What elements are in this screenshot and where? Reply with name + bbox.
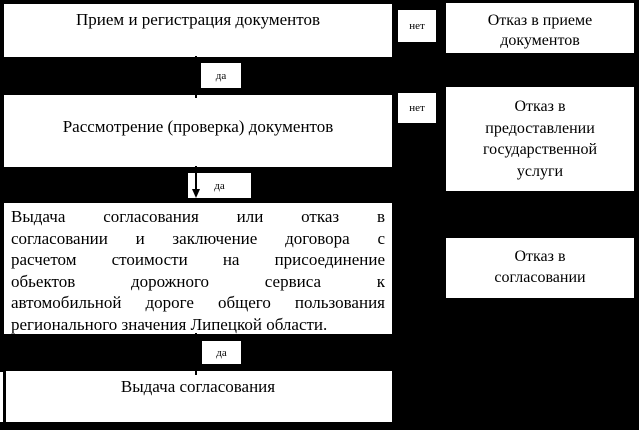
flow-step-issue-label: Выдача согласования xyxy=(120,377,276,396)
outcome-line: Отказ в xyxy=(514,248,566,265)
decision-line: Выдача согласования или отказ в xyxy=(11,207,385,226)
outcome-line: Отказ в приеме xyxy=(487,12,593,29)
arrow-down-icon xyxy=(192,189,200,198)
decision-line: автомобильной дороге общего пользования xyxy=(11,293,385,312)
outcome-line: документов xyxy=(500,32,580,49)
flow-step-decision xyxy=(4,203,392,334)
decision-line: расчетом стоимости на присоединение xyxy=(11,250,385,269)
outcome-reject-approval xyxy=(446,238,634,298)
connector-label-yes-1 xyxy=(201,63,241,88)
connector-label-yes-3 xyxy=(202,341,241,364)
outcome-line: согласовании xyxy=(494,269,586,286)
yes-label: да xyxy=(215,69,227,82)
outcome-reject-service xyxy=(446,87,634,191)
flow-step-review xyxy=(4,95,392,167)
no-label: нет xyxy=(409,20,425,32)
flow-step-issue xyxy=(4,371,392,422)
connector-line-3 xyxy=(195,333,197,375)
yes-label: да xyxy=(216,346,227,359)
flow-step-reception-label: Прием и регистрация документов xyxy=(76,10,320,29)
decision-line: согласовании и заключение договора с xyxy=(11,228,385,248)
outcome-line: услуги xyxy=(516,162,564,180)
outcome-line: государственной xyxy=(482,141,598,158)
connector-line-2 xyxy=(195,166,197,190)
outcome-reject-reception xyxy=(446,3,634,53)
yes-label: да xyxy=(214,179,225,192)
no-label: нет xyxy=(409,102,425,114)
flow-step-review-label: Рассмотрение (проверка) документов xyxy=(62,117,334,136)
decision-line: регионального значения Липецкой области. xyxy=(11,314,328,334)
outcome-line: предоставлении xyxy=(485,119,595,137)
flow-step-reception xyxy=(4,4,392,57)
connector-label-no-1 xyxy=(398,10,436,42)
connector-label-no-2 xyxy=(398,93,436,123)
decision-line: обьектов дорожного сервиса к xyxy=(11,271,385,291)
outcome-line: Отказ в xyxy=(514,98,566,115)
bottom-box-left-border xyxy=(3,371,6,423)
connector-line-1 xyxy=(195,56,197,98)
